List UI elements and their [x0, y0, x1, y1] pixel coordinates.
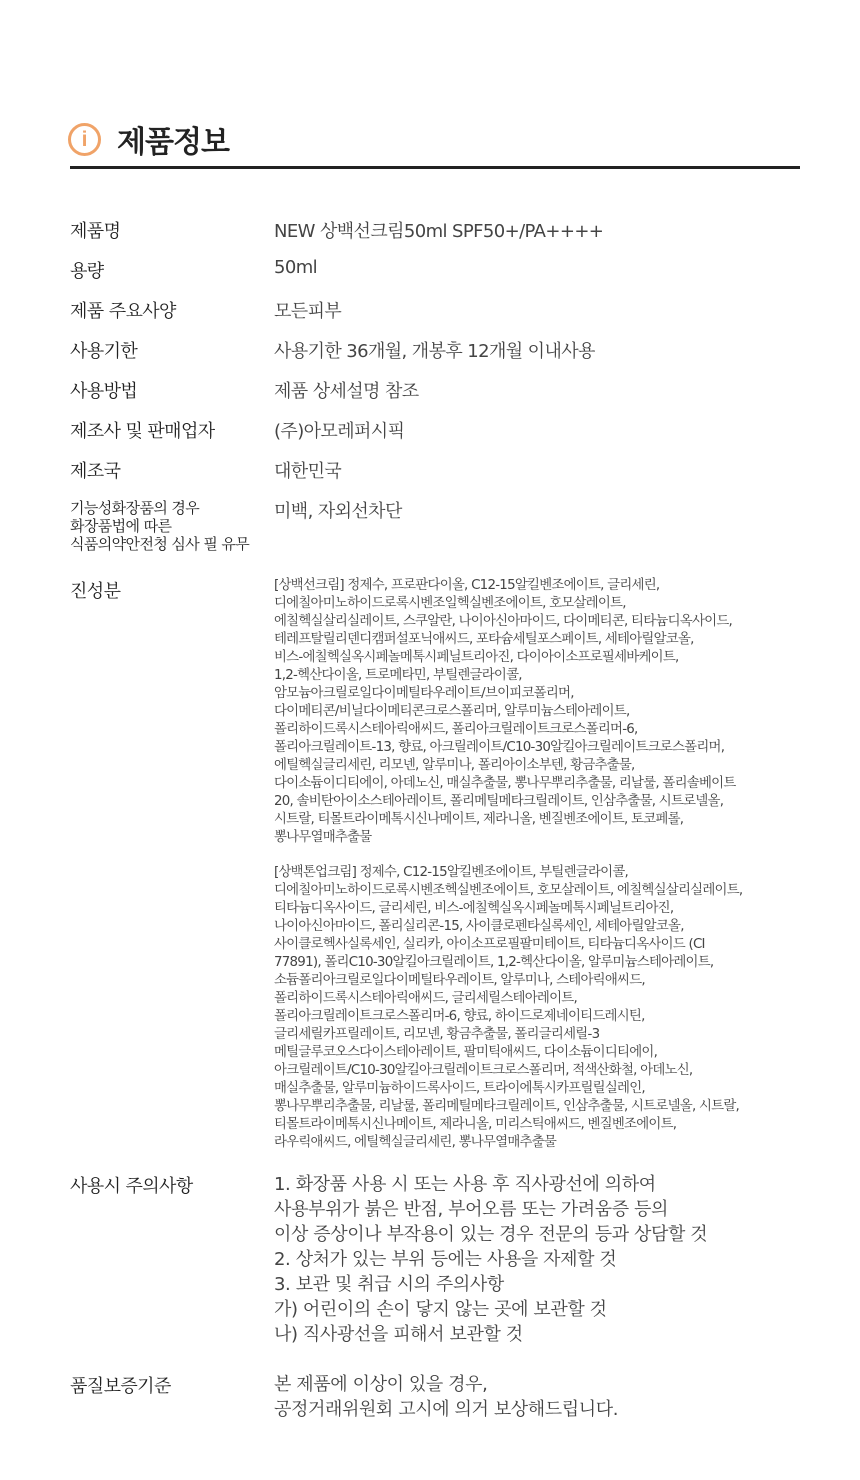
functional-label — [70, 499, 249, 553]
ingredients-label: 진성분 — [70, 581, 121, 602]
ingredient-line: 다이메티콘/비닐다이메티콘크로스폴리머, 알루미늄스테아레이트, — [274, 704, 630, 719]
functional-label-line: 식품의약안전청 심사 필 유무 — [70, 535, 250, 553]
ingredient-line: 폴리하이드록시스테아릭애씨드, 글리세릴스테아레이트, — [274, 991, 577, 1006]
country-value: 대한민국 — [274, 461, 342, 482]
ingredient-line: [상백톤업크림] 정제수, C12-15알킬벤조에이트, 부틸렌글라이콜, — [274, 865, 629, 880]
ingredient-line: 77891), 폴리C10-30알킬아크릴레이트, 1,2-헥산다이올, 알루미늄스테아레이트, — [274, 955, 714, 970]
ingredient-line: 폴리하이드록시스테아릭애씨드, 폴리아크릴레이트크로스폴리머-6, — [274, 722, 638, 737]
ingredient-line: 매실추출물, 알루미늄하이드록사이드, 트라이에톡시카프릴릴실레인, — [274, 1081, 645, 1096]
maker-label: 제조사 및 판매업자 — [70, 421, 215, 442]
ingredient-line: 폴리아크릴레이트크로스폴리머-6, 향료, 하이드로제네이티드레시틴, — [274, 1009, 645, 1024]
warranty-line: 공정거래위원회 고시에 의거 보상해드립니다. — [274, 1399, 619, 1420]
caution-line: 나) 직사광선을 피해서 보관할 것 — [274, 1324, 523, 1345]
ingredient-line: 라우릭애씨드, 에틸헥실글리세린, 뽕나무열매추출물 — [274, 1135, 557, 1150]
warranty-line: 본 제품에 이상이 있을 경우, — [274, 1374, 488, 1395]
functional-value: 미백, 자외선차단 — [274, 501, 402, 522]
functional-label-line: 화장품법에 따른 — [70, 517, 172, 535]
ingredient-line: 티몰트라이메톡시신나메이트, 제라니올, 미리스틱애씨드, 벤질벤조에이트, — [274, 1117, 677, 1132]
product-name-value: NEW 상백선크림50ml SPF50+/PA++++ — [274, 221, 604, 242]
ingredient-line: 폴리아크릴레이트-13, 향료, 아크릴레이트/C10-30알킬아크릴레이트크로스폴리머, — [274, 740, 725, 755]
caution-line: 3. 보관 및 취급 시의 주의사항 — [274, 1274, 504, 1295]
maker-value: (주)아모레퍼시픽 — [274, 421, 405, 442]
caution-label: 사용시 주의사항 — [70, 1176, 193, 1197]
info-icon: i — [68, 123, 101, 156]
ingredient-line: 에칠헥실살리실레이트, 스쿠알란, 나이아신아마이드, 다이메티콘, 티타늄디옥사이드, — [274, 614, 733, 629]
volume-value: 50ml — [274, 257, 318, 278]
expiry-label: 사용기한 — [70, 341, 138, 362]
product-name-label: 제품명 — [70, 221, 121, 242]
ingredient-line: 비스-에칠헥실옥시페놀메톡시페닐트리아진, 다이아이소프로필세바케이트, — [274, 650, 679, 665]
ingredient-line: 소듐폴리아크릴로일다이메틸타우레이트, 알루미나, 스테아릭애씨드, — [274, 973, 645, 988]
ingredients-block-toneup — [274, 864, 742, 1152]
ingredient-line: 메틸글루코오스다이스테아레이트, 팔미틱애씨드, 다이소듐이디티에이, — [274, 1045, 658, 1060]
volume-label: 용량 — [70, 261, 104, 282]
ingredient-line: 글리세릴카프릴레이트, 리모넨, 황금추출물, 폴리글리세릴-3 — [274, 1027, 600, 1042]
spec-label: 제품 주요사양 — [70, 301, 176, 322]
ingredients-block-sunscreen — [274, 577, 736, 847]
ingredient-line: 뽕나무열매추출물 — [274, 830, 372, 845]
ingredient-line: 사이클로헥사실록세인, 실리카, 아이소프로필팔미테이트, 티타늄디옥사이드 (CI — [274, 937, 705, 952]
ingredient-line: 디에칠아미노하이드로록시벤조헥실벤조에이트, 호모살레이트, 에칠헥실살리실레이트, — [274, 883, 743, 898]
warranty-text — [274, 1372, 618, 1422]
spec-value: 모든피부 — [274, 301, 342, 322]
caution-line: 1. 화장품 사용 시 또는 사용 후 직사광선에 의하여 — [274, 1174, 656, 1195]
ingredient-line: 1,2-헥산다이올, 트로메타민, 부틸렌글라이콜, — [274, 668, 522, 683]
section-title: 제품정보 — [117, 125, 229, 160]
ingredient-line: [상백선크림] 정제수, 프로판다이올, C12-15알킬벤조에이트, 글리세린, — [274, 578, 660, 593]
functional-label-line: 기능성화장품의 경우 — [70, 499, 200, 517]
expiry-value: 사용기한 36개월, 개봉후 12개월 이내사용 — [274, 341, 595, 362]
ingredient-line: 다이소듐이디티에이, 아데노신, 매실추출물, 뽕나무뿌리추출물, 리날룰, 폴리솔베이트 — [274, 776, 736, 791]
ingredient-line: 나이아신아마이드, 폴리실리콘-15, 사이클로펜타실록세인, 세테아릴알코올, — [274, 919, 684, 934]
warranty-label: 품질보증기준 — [70, 1376, 171, 1397]
ingredient-line: 티타늄디옥사이드, 글리세린, 비스-에칠헥실옥시페놀메톡시페닐트리아진, — [274, 901, 674, 916]
ingredient-line: 아크릴레이트/C10-30알킬아크릴레이트크로스폴리머, 적색산화철, 아데노신, — [274, 1063, 693, 1078]
ingredient-line: 에틸헥실글리세린, 리모넨, 알루미나, 폴리아이소부텐, 황금추출물, — [274, 758, 635, 773]
header-divider — [70, 166, 800, 169]
ingredient-line: 뽕나무뿌리추출물, 리날룰, 폴리메틸메타크릴레이트, 인삼추출물, 시트로넬올, 시트랄, — [274, 1099, 740, 1114]
ingredient-line: 시트랄, 티몰트라이메톡시신나메이트, 제라니올, 벤질벤조에이트, 토코페롤, — [274, 812, 684, 827]
caution-line: 이상 증상이나 부작용이 있는 경우 전문의 등과 상담할 것 — [274, 1224, 708, 1245]
country-label: 제조국 — [70, 461, 121, 482]
caution-line: 가) 어린이의 손이 닿지 않는 곳에 보관할 것 — [274, 1299, 607, 1320]
caution-line: 2. 상처가 있는 부위 등에는 사용을 자제할 것 — [274, 1249, 617, 1270]
usage-value: 제품 상세설명 참조 — [274, 381, 419, 402]
caution-text — [274, 1172, 707, 1347]
caution-line: 사용부위가 붉은 반점, 부어오름 또는 가려움증 등의 — [274, 1199, 668, 1220]
usage-label: 사용방법 — [70, 381, 138, 402]
ingredient-line: 암모늄아크릴로일다이메틸타우레이트/브이피코폴리머, — [274, 686, 574, 701]
section-header — [68, 118, 229, 160]
ingredient-line: 20, 솔비탄아이소스테아레이트, 폴리메틸메타크릴레이트, 인삼추출물, 시트로넬올, — [274, 794, 724, 809]
ingredient-line: 테레프탈릴리덴디캠퍼설포닉애씨드, 포타슘세틸포스페이트, 세테아릴알코올, — [274, 632, 694, 647]
ingredient-line: 디에칠아미노하이드로록시벤조일헥실벤조에이트, 호모살레이트, — [274, 596, 626, 611]
